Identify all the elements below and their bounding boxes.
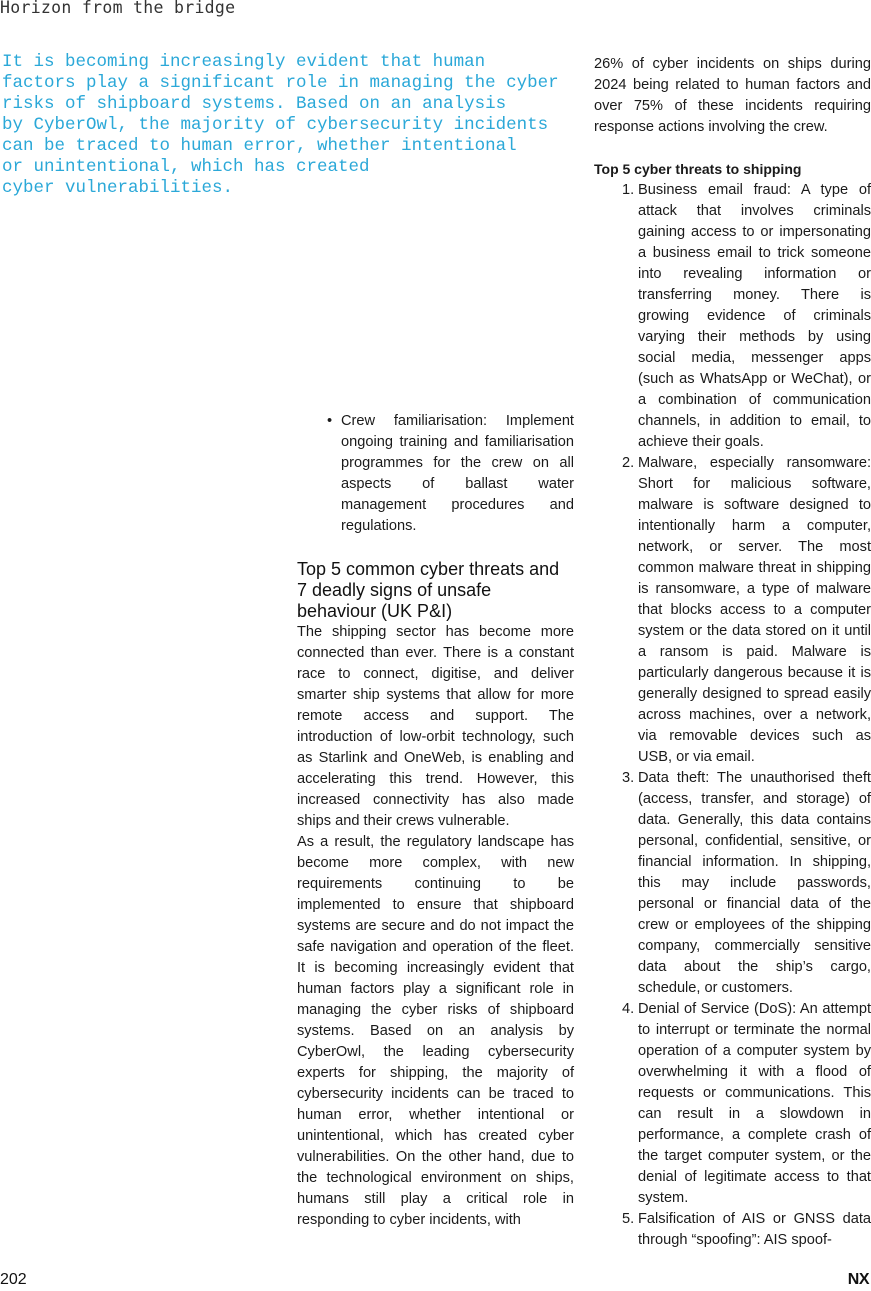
list-number: 2. bbox=[622, 455, 635, 471]
list-item bbox=[594, 999, 871, 1209]
bullet-text: Crew familiarisation: Implement ongoing training and familiarisation programmes for the crew on all aspects of ballast water management procedures and regulations. bbox=[341, 413, 574, 534]
running-header: Horizon from the bridge bbox=[0, 0, 236, 17]
pullquote bbox=[2, 52, 562, 199]
pullquote-line: factors play a significant role in managing the cyber bbox=[2, 73, 559, 93]
pullquote-line: risks of shipboard systems. Based on an analysis bbox=[2, 94, 507, 114]
paragraph: The shipping sector has become more connected than ever. There is a constant race to connect, digitise, and deliver smarter ship systems that allow for more remote access and support. The introduction of low-orbit technology, such as Starlink and OneWeb, is enabling and accelerating this trend. However, this increased connectivity has also made ships and their crews vulnerable. bbox=[297, 624, 574, 829]
paragraph: As a result, the regulatory landscape has become more complex, with new requirements continuing to be implemented to ensure that shipboard systems are secure and do not impact the safe navigation and operation of the fleet. It is becoming increasingly evident that human factors play a significant role in managing the cyber risks of shipboard systems. Based on an analysis by CyberOwl, the leading cybersecurity experts for shipping, the majority of cybersecurity incidents can be traced to human error, whether intentional or unintentional, which has created cyber vulnerabilities. On the other hand, due to the technological environment on ships, humans still play a critical role in responding to cyber incidents, with bbox=[297, 834, 574, 1228]
right-column bbox=[594, 54, 871, 1251]
pullquote-line: or unintentional, which has created bbox=[2, 157, 370, 177]
list-number: 4. bbox=[622, 1001, 635, 1017]
middle-column bbox=[297, 411, 574, 1231]
list-item bbox=[594, 768, 871, 999]
list-text: Malware, especially ransomware: Short for malicious software, malware is software designed to intentionally harm a computer, network, or server. The most common malware threat in shipping is ransomware, a type of malware that blocks access to a computer system or the data stored on it until a ransom is paid. Malware is particularly dangerous because it is generally designed to spread easily across machines, over a network, via removable devices such as USB, or via email. bbox=[638, 455, 871, 765]
list-text: Business email fraud: A type of attack that involves criminals gaining access to or impersonating a business email to trick someone into revealing information or transferring money. There is growing evidence of criminals varying their methods by using social media, messenger apps (such as WhatsApp or WeChat), or a combination of communication channels, in addition to email, to achieve their goals. bbox=[638, 182, 871, 450]
list-text: Falsification of AIS or GNSS data through “spoofing”: AIS spoof- bbox=[638, 1211, 871, 1248]
list-number: 3. bbox=[622, 770, 635, 786]
threat-list bbox=[594, 180, 871, 1251]
list-item bbox=[594, 453, 871, 768]
bullet-dot: • bbox=[327, 413, 333, 429]
list-item bbox=[594, 180, 871, 453]
pullquote-line: It is becoming increasingly evident that human bbox=[2, 52, 486, 72]
section-heading: Top 5 common cyber threats and 7 deadly signs of unsafe behaviour (UK P&I) bbox=[297, 559, 560, 621]
page-number: 202 bbox=[0, 1271, 27, 1288]
publisher-logo: NX bbox=[847, 1271, 869, 1288]
paragraph-continuation: 26% of cyber incidents on ships during 2024 being related to human factors and over 75% of these incidents requiring response actions involving the crew. bbox=[594, 56, 871, 135]
pullquote-line: by CyberOwl, the majority of cybersecurity incidents bbox=[2, 115, 549, 135]
list-text: Denial of Service (DoS): An attempt to interrupt or terminate the normal operation of a computer system by overwhelming it with a flood of requests or communications. This can result in a slowdown in performance, a complete crash of the target computer system, or the denial of legitimate access to that system. bbox=[638, 1001, 871, 1206]
list-number: 1. bbox=[622, 182, 635, 198]
list-item bbox=[594, 1209, 871, 1251]
pullquote-line: cyber vulnerabilities. bbox=[2, 178, 234, 198]
list-heading: Top 5 cyber threats to shipping bbox=[594, 161, 802, 177]
pullquote-line: can be traced to human error, whether intentional bbox=[2, 136, 517, 156]
list-number: 5. bbox=[622, 1211, 635, 1227]
list-text: Data theft: The unauthorised theft (access, transfer, and storage) of data. Generally, this data contains personal, confidential, sensitive, or financial information. In shipping, this may include passwords, personal or financial data of the crew or employees of the shipping company, commercially sensitive data about the ship’s cargo, schedule, or customers. bbox=[638, 770, 871, 996]
bullet-crew-familiarisation bbox=[297, 411, 574, 537]
